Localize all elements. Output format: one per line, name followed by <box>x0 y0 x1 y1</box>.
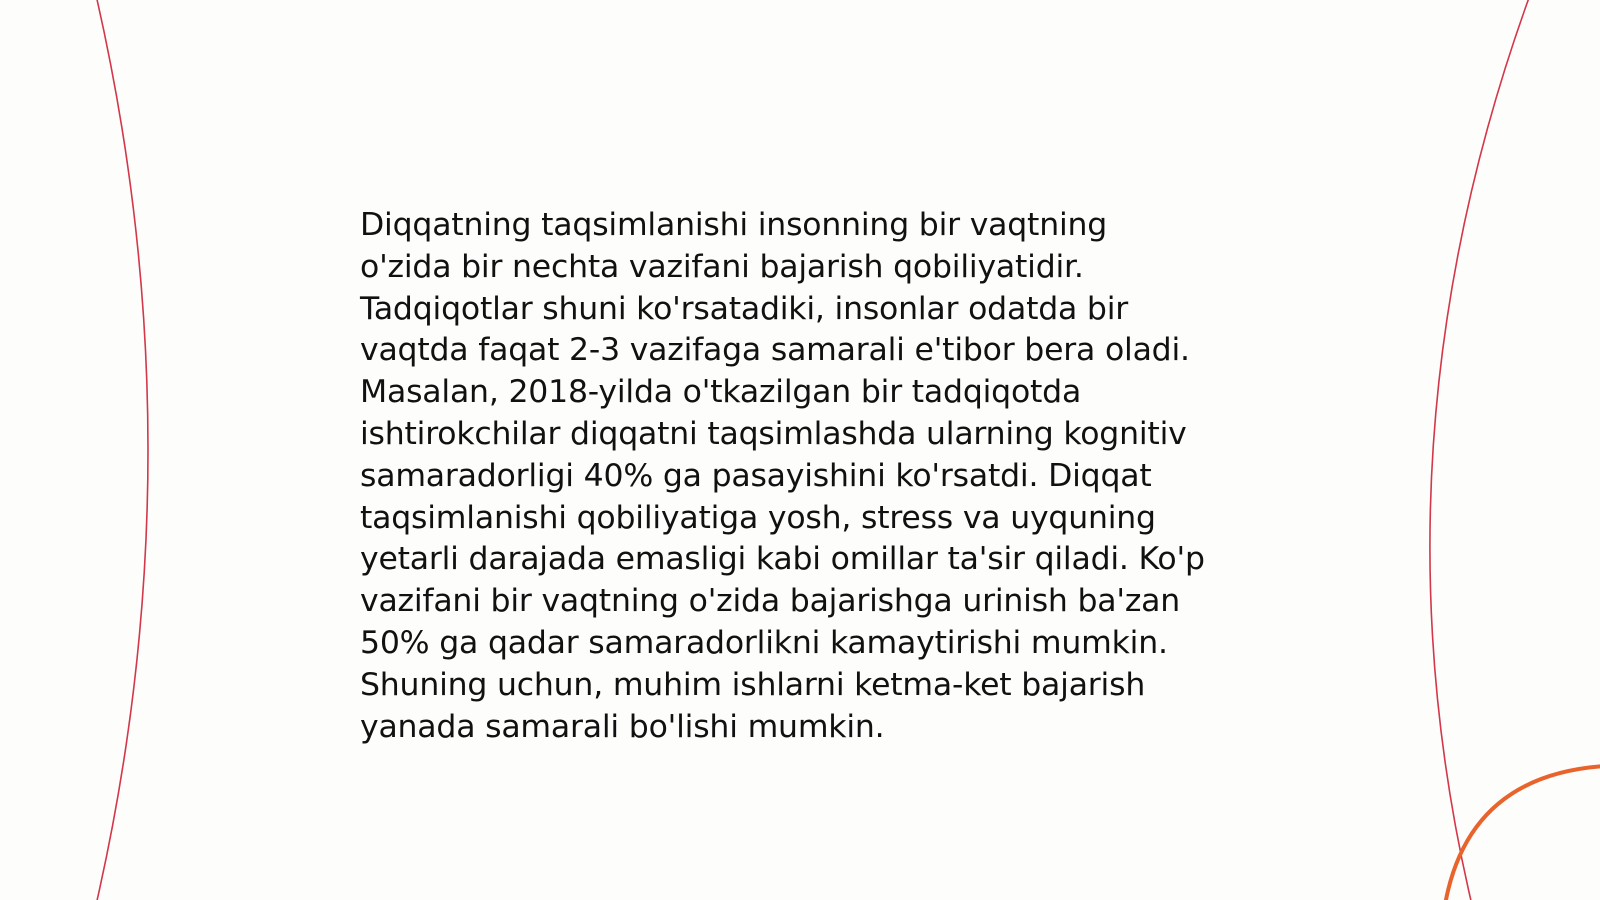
paragraph-line: yetarli darajada emasligi kabi omillar ta'sir qiladi. Ko'p <box>360 541 1205 578</box>
paragraph-line: Tadqiqotlar shuni ko'rsatadiki, insonlar odatda bir <box>360 290 1129 327</box>
right-curve <box>1430 0 1530 900</box>
paragraph-line: Masalan, 2018-yilda o'tkazilgan bir tadqiqotda <box>360 374 1082 411</box>
paragraph-line: vazifani bir vaqtning o'zida bajarishga urinish ba'zan <box>360 583 1181 620</box>
body-paragraph <box>360 205 1260 748</box>
paragraph-line: vaqtda faqat 2-3 vazifaga samarali e'tibor bera oladi. <box>360 332 1190 369</box>
paragraph-line: samaradorligi 40% ga pasayishini ko'rsatdi. Diqqat <box>360 457 1152 494</box>
paragraph-line: taqsimlanishi qobiliyatiga yosh, stress va uyquning <box>360 499 1156 536</box>
paragraph-line: Shuning uchun, muhim ishlarni ketma-ket bajarish <box>360 666 1146 703</box>
paragraph-line: yanada samarali bo'lishi mumkin. <box>360 708 885 745</box>
paragraph-line: Diqqatning taqsimlanishi insonning bir vaqtning <box>360 207 1108 243</box>
paragraph-line: 50% ga qadar samaradorlikni kamaytirishi mumkin. <box>360 624 1168 661</box>
left-curve <box>96 0 148 900</box>
paragraph-line: ishtirokchilar diqqatni taqsimlashda ularning kognitiv <box>360 415 1187 452</box>
paragraph-line: o'zida bir nechta vazifani bajarish qobiliyatidir. <box>360 248 1084 285</box>
orange-arc <box>1445 766 1600 900</box>
